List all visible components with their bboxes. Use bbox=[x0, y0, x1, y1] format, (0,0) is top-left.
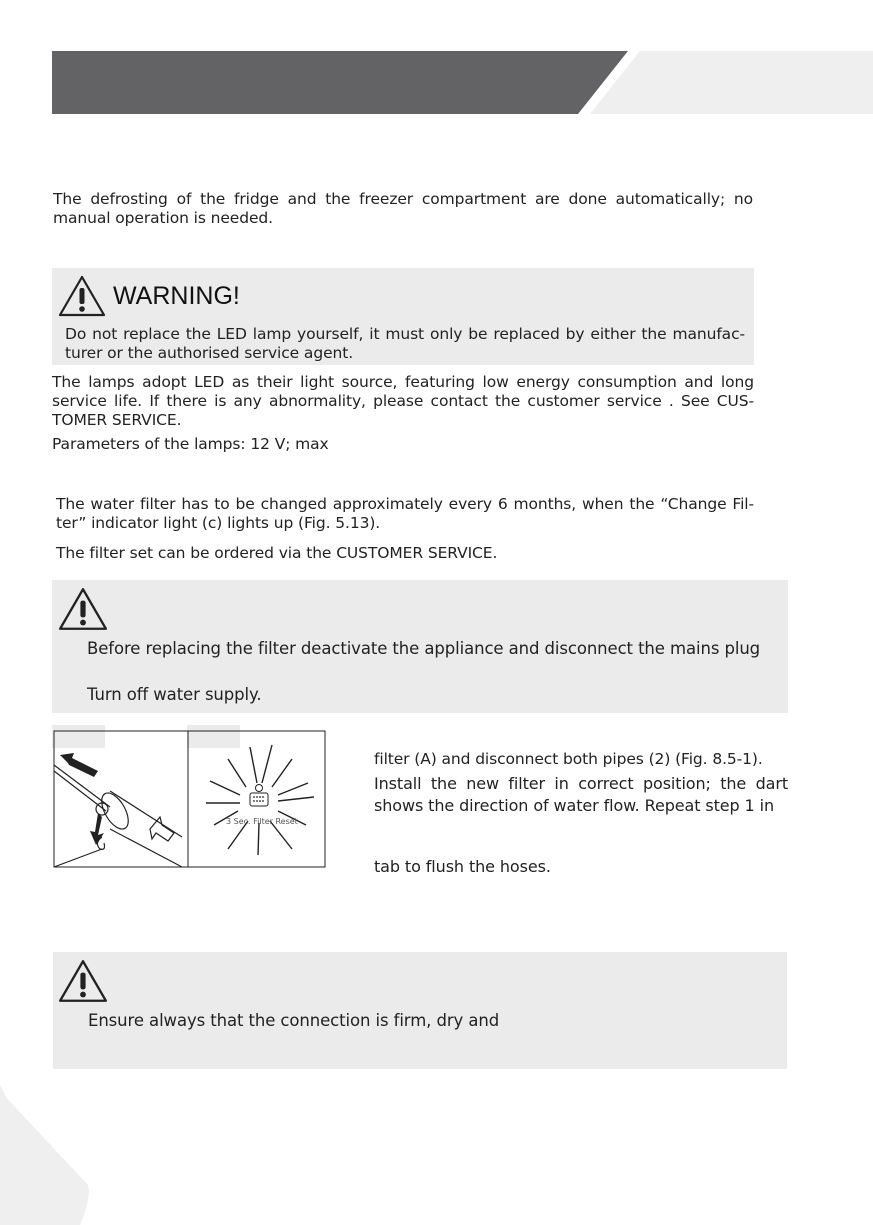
figure-label-tab bbox=[52, 725, 105, 748]
arrow-icon bbox=[90, 813, 104, 845]
led-warning-text: Do not replace the LED lamp yourself, it must only be replaced by either the manufac-turer or the authorised service agent. bbox=[65, 325, 745, 362]
warning-triangle-icon bbox=[57, 958, 109, 1004]
page-corner-decoration bbox=[0, 1085, 100, 1225]
filter-warning-line2: Turn off water supply. bbox=[87, 685, 262, 704]
filter-reset-label: 3 Sec. Filter Reset bbox=[226, 817, 298, 826]
filter-cartridge-drawing bbox=[54, 765, 182, 867]
filter-change-paragraph: The water filter has to be changed approximately every 6 months, when the “Change Fil-ter” indicator light (c) lights up (Fig. 5.13). bbox=[56, 495, 754, 532]
filter-figures bbox=[50, 725, 330, 870]
filter-reset-button-icon bbox=[250, 793, 268, 806]
warning-triangle-icon bbox=[57, 586, 109, 632]
header-bar bbox=[52, 51, 628, 114]
filter-order-paragraph: The filter set can be ordered via the CUSTOMER SERVICE. bbox=[56, 544, 498, 562]
lamp-parameters: Parameters of the lamps: 12 V; max bbox=[52, 435, 329, 453]
defrost-paragraph: The defrosting of the fridge and the freezer compartment are done automatically; no manual operation is needed. bbox=[53, 190, 753, 227]
indicator-icon bbox=[256, 785, 263, 792]
step-install-filter: Install the new filter in correct position; the dart shows the direction of water flow. Repeat step 1 in bbox=[374, 774, 788, 815]
figure-label-tab bbox=[187, 725, 240, 748]
header-banner bbox=[0, 0, 873, 125]
step-flush-hoses: tab to flush the hoses. bbox=[374, 857, 551, 876]
lamp-description: The lamps adopt LED as their light source, featuring low energy consumption and long service life. If there is any abnormality, please contact the customer service . See CUS-TOMER SERVICE. bbox=[52, 373, 754, 429]
connection-warning-text: Ensure always that the connection is firm, dry and bbox=[88, 1011, 500, 1030]
warning-triangle-icon bbox=[57, 274, 107, 318]
header-tab bbox=[590, 51, 873, 114]
filter-warning-line1: Before replacing the filter deactivate the appliance and disconnect the mains plug bbox=[87, 639, 761, 658]
step-remove-filter: filter (A) and disconnect both pipes (2) (Fig. 8.5-1). bbox=[374, 750, 763, 768]
led-warning-title: WARNING! bbox=[113, 282, 240, 310]
